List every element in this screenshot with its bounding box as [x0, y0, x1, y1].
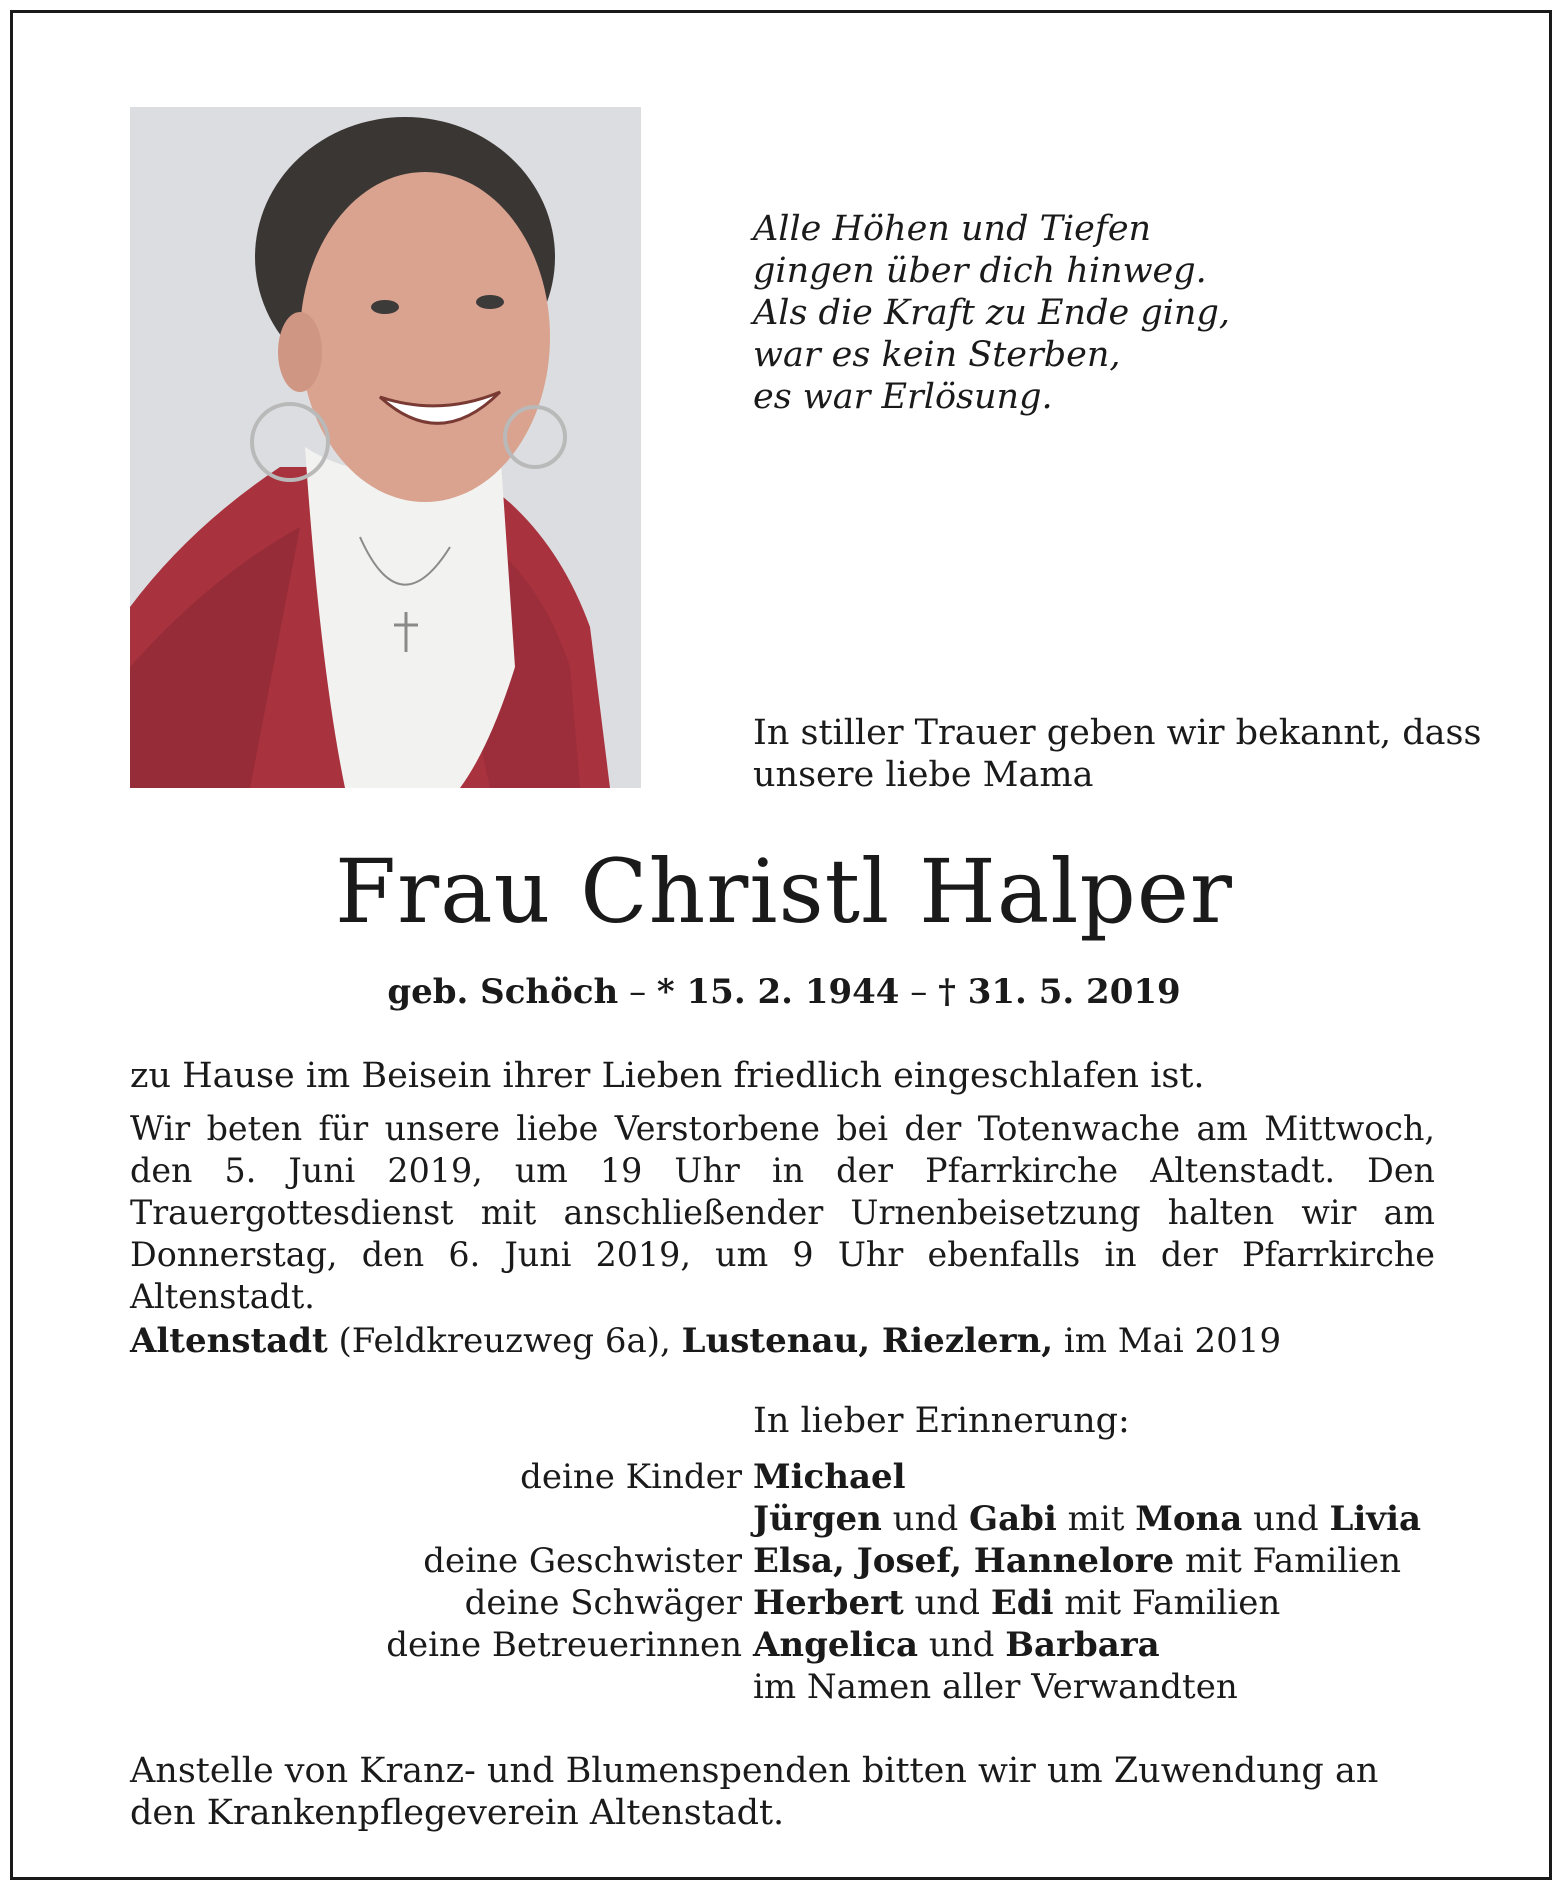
- relative-name: Mona: [1135, 1499, 1243, 1539]
- relatives-row-geschwister: [0, 1540, 1568, 1582]
- intro-line: unsere liebe Mama: [753, 755, 1094, 795]
- connector: mit: [1056, 1499, 1136, 1539]
- relatives-label: deine Betreuerinnen: [386, 1625, 742, 1665]
- connector: und: [918, 1625, 1006, 1665]
- relatives-names: [753, 1498, 1421, 1540]
- relatives-names: im Namen aller Verwandten: [753, 1667, 1238, 1707]
- relative-name: Michael: [753, 1457, 906, 1497]
- relatives-label: deine Geschwister: [423, 1541, 742, 1581]
- poem: [753, 208, 1230, 418]
- relatives-row-schwaeger: [0, 1582, 1568, 1624]
- connector: mit Familien: [1053, 1583, 1281, 1623]
- date-separator: –: [618, 972, 657, 1012]
- connector: und: [881, 1499, 970, 1539]
- place-towns: Lustenau, Riezlern,: [681, 1321, 1054, 1361]
- relative-name: Jürgen: [753, 1499, 882, 1539]
- maiden-name: geb. Schöch: [387, 972, 619, 1012]
- place-town: Altenstadt: [130, 1321, 328, 1361]
- poem-line: Als die Kraft zu Ende ging,: [753, 293, 1230, 333]
- relatives-label: deine Kinder: [520, 1457, 742, 1497]
- passing-text: zu Hause im Beisein ihrer Lieben friedlich eingeschlafen ist.: [130, 1056, 1205, 1096]
- poem-line: war es kein Sterben,: [753, 335, 1121, 375]
- relatives-names: [753, 1456, 906, 1498]
- connector: mit Familien: [1174, 1541, 1401, 1581]
- poem-line: Alle Höhen und Tiefen: [753, 209, 1152, 249]
- relatives-row-betreuer: [0, 1624, 1568, 1666]
- relatives-label: deine Schwäger: [464, 1583, 742, 1623]
- birth-date: * 15. 2. 1944: [656, 972, 900, 1012]
- relative-name: Herbert: [753, 1583, 904, 1623]
- connector: und: [1242, 1499, 1330, 1539]
- poem-line: es war Erlösung.: [753, 377, 1053, 417]
- memory-title: In lieber Erinnerung:: [753, 1401, 1130, 1441]
- relative-name: Angelica: [753, 1625, 919, 1665]
- date-separator: –: [899, 972, 939, 1012]
- relatives-names: [753, 1624, 1160, 1666]
- portrait-illustration: [130, 107, 641, 788]
- relatives-row-verwandte: [0, 1666, 1568, 1708]
- relative-name: Livia: [1329, 1499, 1422, 1539]
- relatives-row-kinder-2: [0, 1498, 1568, 1540]
- donation-request: Anstelle von Kranz- und Blumenspenden bitten wir um Zuwendung an den Krankenpflegeverein Altenstadt.: [130, 1751, 1379, 1833]
- relative-name: Elsa, Josef, Hannelore: [753, 1541, 1175, 1581]
- relative-name: Barbara: [1005, 1625, 1160, 1665]
- relative-name: Gabi: [969, 1499, 1057, 1539]
- portrait-photo: [130, 107, 641, 788]
- deceased-name: Frau Christl Halper: [335, 840, 1233, 943]
- service-details: Wir beten für unsere liebe Verstorbene bei der Totenwache am Mittwoch, den 5. Juni 2019, um 19 Uhr in der Pfarrkirche Altenstadt. Den Trauergottesdienst mit anschließender Urnenbeisetzung halten wir am Donnerstag, den 6. Juni 2019, um 9 Uhr ebenfalls in der Pfarrkirche Altenstadt.: [130, 1109, 1435, 1316]
- death-date: † 31. 5. 2019: [938, 972, 1181, 1012]
- place-address: (Feldkreuzweg 6a),: [327, 1321, 682, 1361]
- relatives-names: [753, 1540, 1401, 1582]
- place-line: [130, 1320, 1281, 1362]
- relatives-row-kinder: [0, 1456, 1568, 1498]
- poem-line: gingen über dich hinweg.: [753, 251, 1207, 291]
- relatives-names: [753, 1582, 1280, 1624]
- place-date: im Mai 2019: [1053, 1321, 1282, 1361]
- relative-name: Edi: [990, 1583, 1054, 1623]
- intro-text: [753, 712, 1481, 796]
- intro-line: In stiller Trauer geben wir bekannt, dass: [753, 713, 1482, 753]
- life-dates: [0, 972, 1568, 1012]
- connector: und: [903, 1583, 991, 1623]
